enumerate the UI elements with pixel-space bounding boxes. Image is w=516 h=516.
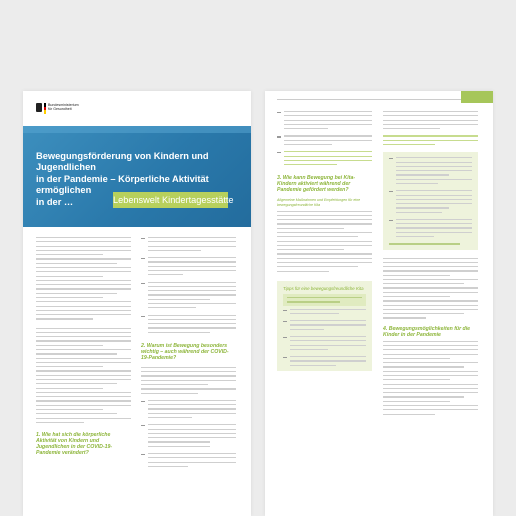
header-accent-stripe [461, 91, 493, 103]
left-column-2 [141, 237, 236, 473]
section-2-paragraph [141, 367, 236, 394]
left-page [23, 91, 251, 516]
title-banner [23, 126, 251, 227]
banner-stripe [23, 126, 251, 133]
german-flag-icon [44, 103, 46, 114]
tips-box-intro [283, 294, 366, 305]
section-1-heading: 1. Wie hat sich die körperliche Aktivität von Kindern und Jugendlichen in der COVID-19-Pandemie verändert? [36, 432, 113, 457]
section-3-heading: 3. Wie kann Bewegung bei Kita-Kindern aktiviert während der Pandemie gefördert werden? [277, 175, 356, 194]
section-4-heading: 4. Bewegungsmöglichkeiten für die Kinder in der Pandemie [383, 325, 471, 338]
section-3-paragraph [277, 211, 372, 272]
document-title: Bewegungsförderung von Kindern und Jugendlichen in der Pandemie – Körperliche Aktivität ermöglichen in der … [36, 151, 209, 207]
right-column-1 [277, 111, 372, 371]
ministry-name: Bundesministerium für Gesundheit [48, 103, 79, 112]
federal-eagle-icon [36, 103, 42, 112]
tips-box-title: Tipps für eine bewegungsfreundliche Kita [283, 285, 364, 291]
tips-box [277, 281, 372, 371]
section-2-heading: 2. Warum ist Bewegung besonders wichtig – auch während der COVID-19-Pandemie? [141, 342, 229, 361]
continued-paragraph [383, 111, 478, 129]
highlight-paragraph [383, 135, 478, 145]
section-3-subheading: Allgemeine Maßnahmen und Empfehlungen für eine bewegungsfreundliche Kita [277, 198, 361, 207]
header-rule [277, 99, 482, 100]
checklist-box [383, 152, 478, 249]
section-3-paragraph-2 [383, 258, 478, 319]
right-page [265, 91, 493, 516]
setting-tag: Lebenswelt Kindertagesstätte [113, 192, 228, 208]
left-column-1 [36, 237, 131, 459]
body-paragraph [36, 328, 131, 423]
section-4-paragraph [383, 341, 478, 415]
logo-bar [23, 91, 251, 126]
right-column-2 [383, 111, 478, 418]
intro-paragraph [36, 237, 131, 320]
